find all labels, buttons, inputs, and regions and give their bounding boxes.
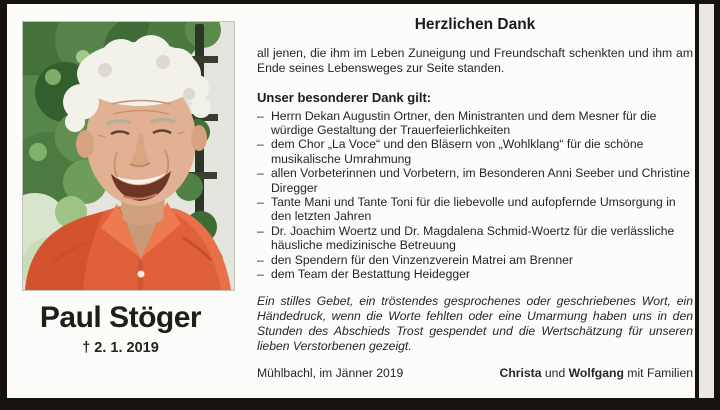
text-column <box>257 4 693 380</box>
thanks-item-text: den Spendern für den Vinzenzverein Matrei am Brenner <box>271 252 573 267</box>
thanks-item-text: allen Vorbeterinnen und Vorbetern, im Besonderen Anni Seeber und Christine Diregger <box>271 166 690 195</box>
thanks-list-item <box>257 195 693 224</box>
thanks-list-item <box>257 253 693 267</box>
bullet-dash: – <box>257 166 264 181</box>
thanks-list-item <box>257 109 693 138</box>
scan-edge-strip <box>699 4 714 398</box>
bullet-dash: – <box>257 267 264 282</box>
thanks-item-text: dem Team der Bestattung Heidegger <box>271 267 470 282</box>
signature <box>500 366 693 380</box>
signature-suffix: mit Familien <box>623 365 693 380</box>
portrait-photo <box>22 21 235 291</box>
intro-paragraph: all jenen, die ihm im Leben Zuneigung und Freundschaft schenkten und ihm am Ende seines Lebensweges zur Seite standen. <box>257 46 693 75</box>
place-date: Mühlbachl, im Jänner 2019 <box>257 365 404 380</box>
bullet-dash: – <box>257 252 264 267</box>
deceased-name: Paul Stöger <box>39 301 202 334</box>
signature-name-1: Christa <box>499 365 542 380</box>
bullet-dash: – <box>257 223 264 238</box>
card-title: Herzlichen Dank <box>414 16 536 33</box>
signature-name-2: Wolfgang <box>568 365 624 380</box>
thanks-item-text: Dr. Joachim Woertz und Dr. Magdalena Schmid-Woertz für die verlässliche häusliche medizinische Betreuung <box>271 223 675 253</box>
death-date: † 2. 1. 2019 <box>82 340 159 356</box>
memorial-card <box>7 4 695 398</box>
bullet-dash: – <box>257 195 264 210</box>
thanks-item-text: Herrn Dekan Augustin Ortner, den Ministranten und dem Mesner für die würdige Gestaltung der Trauerfeierlichkeiten <box>271 108 657 138</box>
left-column <box>7 4 250 356</box>
thanks-list-item <box>257 166 693 195</box>
bullet-dash: – <box>257 137 264 152</box>
thanks-list-item <box>257 137 693 166</box>
thanks-item-text: Tante Mani und Tante Toni für die liebevolle und aufopfernde Umsorgung in den letzten Jahren <box>271 195 676 224</box>
thanks-item-text: dem Chor „La Voce“ und den Bläsern von „Wohlklang“ für die schöne musikalische Umrahmung <box>271 137 644 166</box>
thanks-list-item <box>257 224 693 253</box>
thanks-list <box>257 109 693 282</box>
closing-paragraph: Ein stilles Gebet, ein tröstendes gesprochenes oder geschriebenes Wort, ein Händedruck, wenn die Worte fehlten oder eine Umarmung haben uns in den Stunden des Abschieds Trost gespendet und die Wertschätzung für unseren lieben Verstorbenen gezeigt. <box>257 293 693 353</box>
thanks-heading: Unser besonderer Dank gilt: <box>257 90 432 106</box>
footer-row <box>257 366 693 380</box>
signature-conjunction: und <box>541 365 569 380</box>
thanks-list-item <box>257 267 693 281</box>
bullet-dash: – <box>257 108 264 123</box>
